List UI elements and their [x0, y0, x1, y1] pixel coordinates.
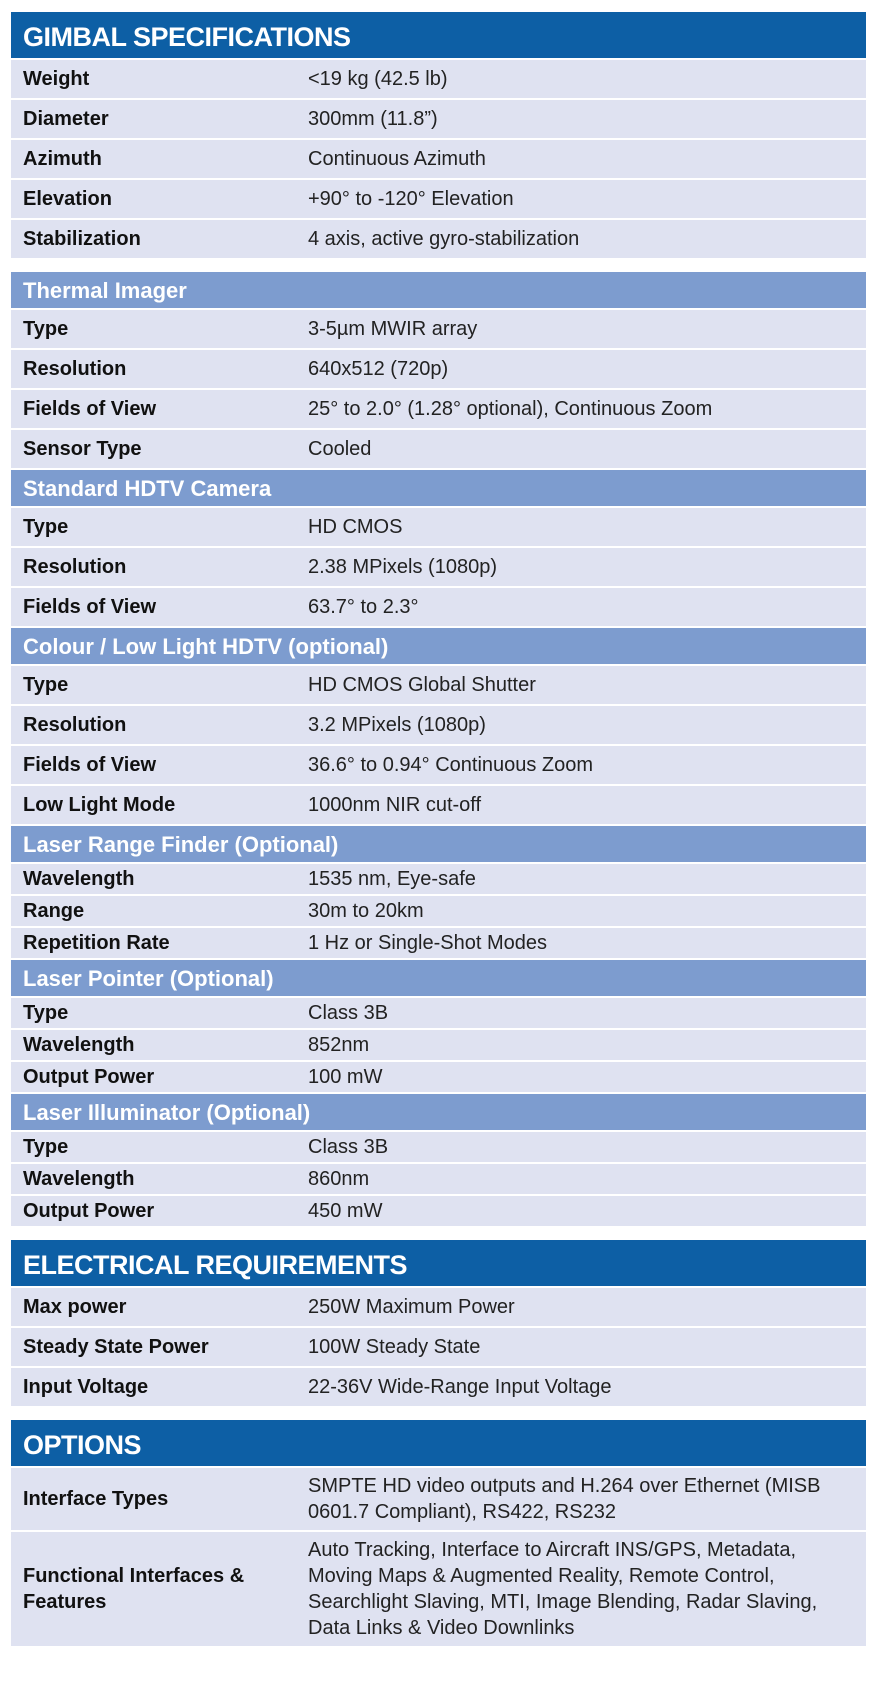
table-row — [11, 390, 866, 430]
row-label: Functional Interfaces & Features — [23, 1565, 245, 1613]
subsection-header-laser-illuminator: Laser Illuminator (Optional) — [11, 1094, 866, 1132]
row-label: Elevation — [23, 188, 112, 210]
table-row — [11, 1368, 866, 1408]
table-row — [11, 706, 866, 746]
spec-sheet — [11, 12, 866, 1660]
row-label: Type — [23, 1136, 69, 1158]
row-label: Weight — [23, 68, 90, 90]
row-value: 36.6° to 0.94° Continuous Zoom — [308, 754, 594, 776]
section-header: ELECTRICAL REQUIREMENTS — [11, 1240, 866, 1288]
row-value: HD CMOS — [308, 516, 403, 538]
subsection-header-hdtv: Standard HDTV Camera — [11, 470, 866, 508]
row-label: Input Voltage — [23, 1376, 149, 1398]
subsection-header-laser-range-finder: Laser Range Finder (Optional) — [11, 826, 866, 864]
table-row — [11, 1164, 866, 1196]
row-label: Stabilization — [23, 228, 141, 250]
table-row — [11, 180, 866, 220]
section-header: GIMBAL SPECIFICATIONS — [11, 12, 866, 60]
table-row — [11, 60, 866, 100]
table-row — [11, 864, 866, 896]
row-value: 852nm — [308, 1034, 370, 1056]
row-value: <19 kg (42.5 lb) — [308, 68, 448, 90]
row-label: Max power — [23, 1296, 127, 1318]
sensors-section — [11, 272, 866, 1228]
row-label: Fields of View — [23, 596, 156, 618]
row-label: Resolution — [23, 714, 127, 736]
row-value: 3-5µm MWIR array — [308, 318, 478, 340]
row-value: 1000nm NIR cut-off — [308, 794, 482, 816]
row-label: Wavelength — [23, 1034, 135, 1056]
row-label: Steady State Power — [23, 1336, 209, 1358]
row-label: Low Light Mode — [23, 794, 176, 816]
row-label: Diameter — [23, 108, 109, 130]
row-value: 450 mW — [308, 1200, 383, 1222]
table-row — [11, 1196, 866, 1228]
table-row — [11, 746, 866, 786]
row-value: Continuous Azimuth — [308, 148, 486, 170]
table-row — [11, 1288, 866, 1328]
row-label: Type — [23, 674, 69, 696]
subsection-header-colour: Colour / Low Light HDTV (optional) — [11, 628, 866, 666]
table-row — [11, 1062, 866, 1094]
row-label: Resolution — [23, 358, 127, 380]
table-row — [11, 928, 866, 960]
table-row — [11, 786, 866, 826]
electrical-section — [11, 1240, 866, 1408]
table-row — [11, 896, 866, 928]
row-label: Sensor Type — [23, 438, 142, 460]
row-label: Output Power — [23, 1200, 155, 1222]
row-value: 3.2 MPixels (1080p) — [308, 714, 486, 736]
table-row — [11, 588, 866, 628]
row-label: Wavelength — [23, 1168, 135, 1190]
row-value: 100 mW — [308, 1066, 383, 1088]
row-label: Type — [23, 318, 69, 340]
subsection-header-thermal: Thermal Imager — [11, 272, 866, 310]
table-row — [11, 548, 866, 588]
row-value: SMPTE HD video outputs and H.264 over Ethernet (MISB 0601.7 Compliant), RS422, RS232 — [308, 1475, 821, 1523]
row-value: 300mm (11.8”) — [308, 108, 438, 130]
row-label: Output Power — [23, 1066, 155, 1088]
table-row — [11, 1468, 866, 1532]
row-label: Interface Types — [23, 1488, 169, 1510]
table-row — [11, 508, 866, 548]
row-label: Repetition Rate — [23, 932, 170, 954]
options-section — [11, 1420, 866, 1648]
row-label: Fields of View — [23, 754, 156, 776]
row-value: 22-36V Wide-Range Input Voltage — [308, 1376, 612, 1398]
row-value: Cooled — [308, 438, 372, 460]
table-row — [11, 350, 866, 390]
table-row — [11, 1030, 866, 1062]
row-value: 2.38 MPixels (1080p) — [308, 556, 497, 578]
row-label: Resolution — [23, 556, 127, 578]
row-label: Azimuth — [23, 148, 102, 170]
row-value: HD CMOS Global Shutter — [308, 674, 536, 696]
section-header: OPTIONS — [11, 1420, 866, 1468]
table-row — [11, 1328, 866, 1368]
row-value: 1535 nm, Eye-safe — [308, 868, 476, 890]
row-label: Range — [23, 900, 85, 922]
row-label: Fields of View — [23, 398, 156, 420]
row-value: Class 3B — [308, 1002, 389, 1024]
row-value: 640x512 (720p) — [308, 358, 449, 380]
table-row — [11, 998, 866, 1030]
table-row — [11, 140, 866, 180]
row-value: +90° to -120° Elevation — [308, 188, 514, 210]
row-value: 4 axis, active gyro-stabilization — [308, 228, 580, 250]
table-row — [11, 1532, 866, 1648]
row-value: 860nm — [308, 1168, 370, 1190]
gimbal-section — [11, 12, 866, 260]
row-value: Class 3B — [308, 1136, 389, 1158]
row-label: Type — [23, 516, 69, 538]
row-value: 100W Steady State — [308, 1336, 481, 1358]
table-row — [11, 430, 866, 470]
row-value: 63.7° to 2.3° — [308, 596, 419, 618]
subsection-header-laser-pointer: Laser Pointer (Optional) — [11, 960, 866, 998]
table-row — [11, 1132, 866, 1164]
table-row — [11, 310, 866, 350]
row-value: 250W Maximum Power — [308, 1296, 515, 1318]
table-row — [11, 100, 866, 140]
row-label: Type — [23, 1002, 69, 1024]
row-value: 1 Hz or Single-Shot Modes — [308, 932, 548, 954]
row-label: Wavelength — [23, 868, 135, 890]
row-value: 30m to 20km — [308, 900, 424, 922]
row-value: Auto Tracking, Interface to Aircraft INS/GPS, Metadata, Moving Maps & Augmented Reality, Remote Control, Searchlight Slaving, MTI, Image Blending, Radar Slaving, Data Links & Video Downlinks — [308, 1539, 818, 1639]
table-row — [11, 220, 866, 260]
row-value: 25° to 2.0° (1.28° optional), Continuous Zoom — [308, 398, 713, 420]
table-row — [11, 666, 866, 706]
